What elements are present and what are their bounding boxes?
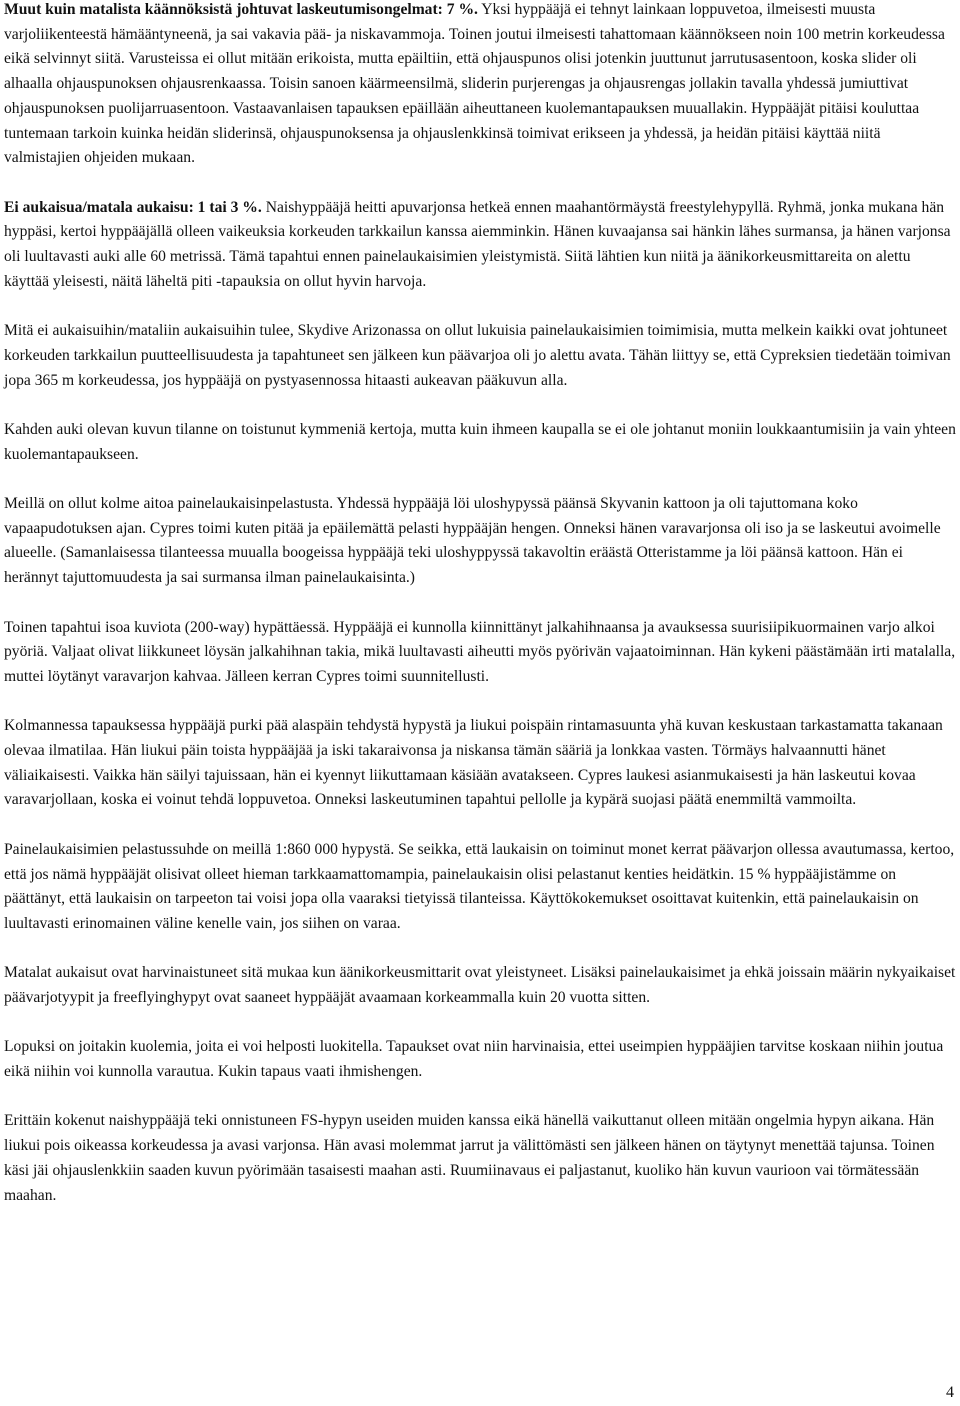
paragraph-heading: Muut kuin matalista käännöksistä johtuvat laskeutumisongelmat: 7 %. <box>4 1 478 18</box>
paragraph-landing-problems <box>4 0 956 171</box>
page-number: 4 <box>946 1384 954 1401</box>
document-page <box>4 0 956 1233</box>
paragraph-text: Lopuksi on joitakin kuolemia, joita ei voi helposti luokitella. Tapaukset ovat niin harvinaisia, ettei useimpien hyppääjien tarvitse koskaan niihin joutua eikä niihin voi kunnolla varautua. Kukin tapaus vaati ihmishengen. <box>4 1038 944 1081</box>
paragraph-text: Kolmannessa tapauksessa hyppääjä purki pää alaspäin tehdystä hypystä ja liukui poispäin rintamasuunta yhä kuvan keskustaan tarkastamatta takanaan olevaa ilmatilaa. Hän liukui päin toista hyppääjää ja iski takaraivonsa ja niskansa tämän sääriä ja lonkkaa vasten. Törmäys halvaannutti hänet väliaikaisesti. Vaikka hän säilyi tajuissaan, hän ei kyennyt liikuttamaan käsiään avatakseen. Cypres laukesi asianmukaisesti ja hän laskeutui kovaa varavarjollaan, koska ei voinut tehdä loppuvetoa. Onneksi laskeutuminen tapahtui pellolle ja kypärä suojasi päätä enemmiltä vammoilta. <box>4 717 943 809</box>
paragraph-no-pull <box>4 196 956 295</box>
paragraph-text: Toinen tapahtui isoa kuviota (200-way) hypättäessä. Hyppääjä ei kunnolla kiinnittänyt jalkahihnaansa ja avauksessa suurisiipikuormainen varjo alkoi pyöriä. Valjaat olivat liikkuneet löysän jalkahihnan takia, mikä luultavasti aiheutti myös pyörivän vajaatoiminnan. Hän kykeni päästämään irti matalalla, muttei löytänyt varavarjon kahvaa. Jälleen kerran Cypres toimi suunnitellusti. <box>4 618 956 685</box>
paragraph-text: Yksi hyppääjä ei tehnyt lainkaan loppuvetoa, ilmeisesti muusta varjoliikenteestä hämääntyneenä, ja sai vakavia pää- ja niskavammoja. Toinen joutui ilmeisesti tahattomaan käännökseen noin 100 metrin korkeudessa eikä selvinnyt siitä. Varusteissa ei ollut mitään erikoista, mutta epäiltiin, että ohjauspunos olisi jotenkin juuttunut jarrutusasentoon, koska slider oli alhaalla ohjauspunoksen ohjausrenkaassa. Toisin sanoen käärmeensilmä, sliderin purjerengas ja ohjausrengas jollakin tavalla yhdessä jumiuttivat ohjauspunoksen puolijarruasentoon. Vastaavanlaisen tapauksen epäillään aiheuttaneen kuolemantapauksen muuallakin. Hyppääjät pitäisi kouluttaa tuntemaan tarkoin kuinka heidän sliderinsä, ohjauspunoksensa ja ohjauslenkkinsä toimivat erikseen ja yhdessä, ja heidän pitäisi käyttää niitä valmistajien ohjeiden mukaan. <box>4 1 945 167</box>
paragraph-save-ratio <box>4 838 956 937</box>
paragraph-unclassified <box>4 1035 956 1084</box>
paragraph-text: Kahden auki olevan kuvun tilanne on toistunut kymmeniä kertoja, mutta kuin ihmeen kaupalla se ei ole johtanut moniin loukkaantumisiin ja vain yhteen kuolemantapaukseen. <box>4 420 956 463</box>
paragraph-two-canopies <box>4 418 956 467</box>
paragraph-text: Erittäin kokenut naishyppääjä teki onnistuneen FS-hypyn useiden muiden kanssa eikä hänellä vaikuttanut olleen mitään ongelmia hypyn aikana. Hän liukui pois oikeassa korkeudessa ja avasi varjonsa. Hän avasi molemmat jarrut ja välittömästi sen jälkeen hänen on täytynyt menettää tajunsa. Toinen käsi jäi ohjauslenkkiin saaden kuvun pyörimään tasaisesti maahan asti. Ruumiinavaus ei paljastanut, kuoliko hän kuvun vaurioon vai törmätessään maahan. <box>4 1112 935 1204</box>
paragraph-low-pulls-rare <box>4 961 956 1010</box>
paragraph-text: Naishyppääjä heitti apuvarjonsa hetkeä ennen maahantörmäystä freestylehypyllä. Ryhmä, jonka mukana hän hyppäsi, kertoi hyppääjällä olleen vaikeuksia korkeuden tarkkailun kanssa aiemminkin. Hänen kuvaajansa sai hänkin lähes surmansa, ja hänen varjonsa oli luultavasti auki alle 60 metrissä. Tämä tapahtui ennen painelaukaisimien yleistymistä. Siitä lähtien kun niitä ja äänikorkeusmittareita on alettu käyttää yleisesti, näitä läheltä piti -tapauksia on ollut hyvin harvoja. <box>4 198 951 290</box>
paragraph-aad-fires <box>4 319 956 393</box>
paragraph-text: Painelaukaisimien pelastussuhde on meillä 1:860 000 hypystä. Se seikka, että laukaisin on toiminut monet kerrat päävarjon ollessa avautumassa, kertoo, että jos nämä hyppääjät olisivat olleet hieman tarkkaamattomampia, painelaukaisin olisi pelastanut kenties heidätkin. 15 % hyppääjistämme on päättänyt, että laukaisin on tarpeeton tai voisi jopa olla vaaraksi tietyissä tilanteissa. Käyttökokemukset osoittavat kuitenkin, että painelaukaisin on luultavasti erinomainen väline kenelle vain, jos siihen on varaa. <box>4 840 955 932</box>
paragraph-third-save <box>4 714 956 813</box>
paragraph-text: Matalat aukaisut ovat harvinaistuneet sitä mukaa kun äänikorkeusmittarit ovat yleistyneet. Lisäksi painelaukaisimet ja ehkä joissain määrin nykyaikaiset päävarjotyypit ja freeflyinghypyt ovat saaneet hyppääjät avaamaan korkeammalla kuin 20 vuotta sitten. <box>4 964 956 1006</box>
paragraph-text: Mitä ei aukaisuihin/mataliin aukaisuihin tulee, Skydive Arizonassa on ollut lukuisia painelaukaisimien toimimisia, mutta melkein kaikki ovat johtuneet korkeuden tarkkailun puutteellisuudesta ja tapahtuneet sen jälkeen kun päävarjoa oli jo alettu avata. Tähän liittyy se, että Cypreksien tiedetään toimivan jopa 365 m korkeudessa, jos hyppääjä on pystyasennossa hitaasti aukeavan pääkuvun alla. <box>4 322 951 389</box>
paragraph-second-save <box>4 616 956 690</box>
paragraph-heading: Ei aukaisua/matala aukaisu: 1 tai 3 %. <box>4 198 262 216</box>
paragraph-experienced-jumper <box>4 1109 956 1208</box>
paragraph-text: Meillä on ollut kolme aitoa painelaukaisinpelastusta. Yhdessä hyppääjä löi uloshypyssä päänsä Skyvanin kattoon ja oli tajuttomana koko vapaapudotuksen ajan. Cypres toimi kuten pitää ja epäilemättä pelasti hyppääjän hengen. Onneksi hänen varavarjonsa oli iso ja se laskeutui avoimelle alueelle. (Samanlaisessa tilanteessa muualla boogeissa hyppääjä teki uloshyppyssä takavoltin eräästä Otteristamme ja löi päänsä kattoon. Hän ei herännyt tajuttomuudesta ja sai surmansa ilman painelaukaisinta.) <box>4 495 941 587</box>
paragraph-aad-saves <box>4 492 956 591</box>
